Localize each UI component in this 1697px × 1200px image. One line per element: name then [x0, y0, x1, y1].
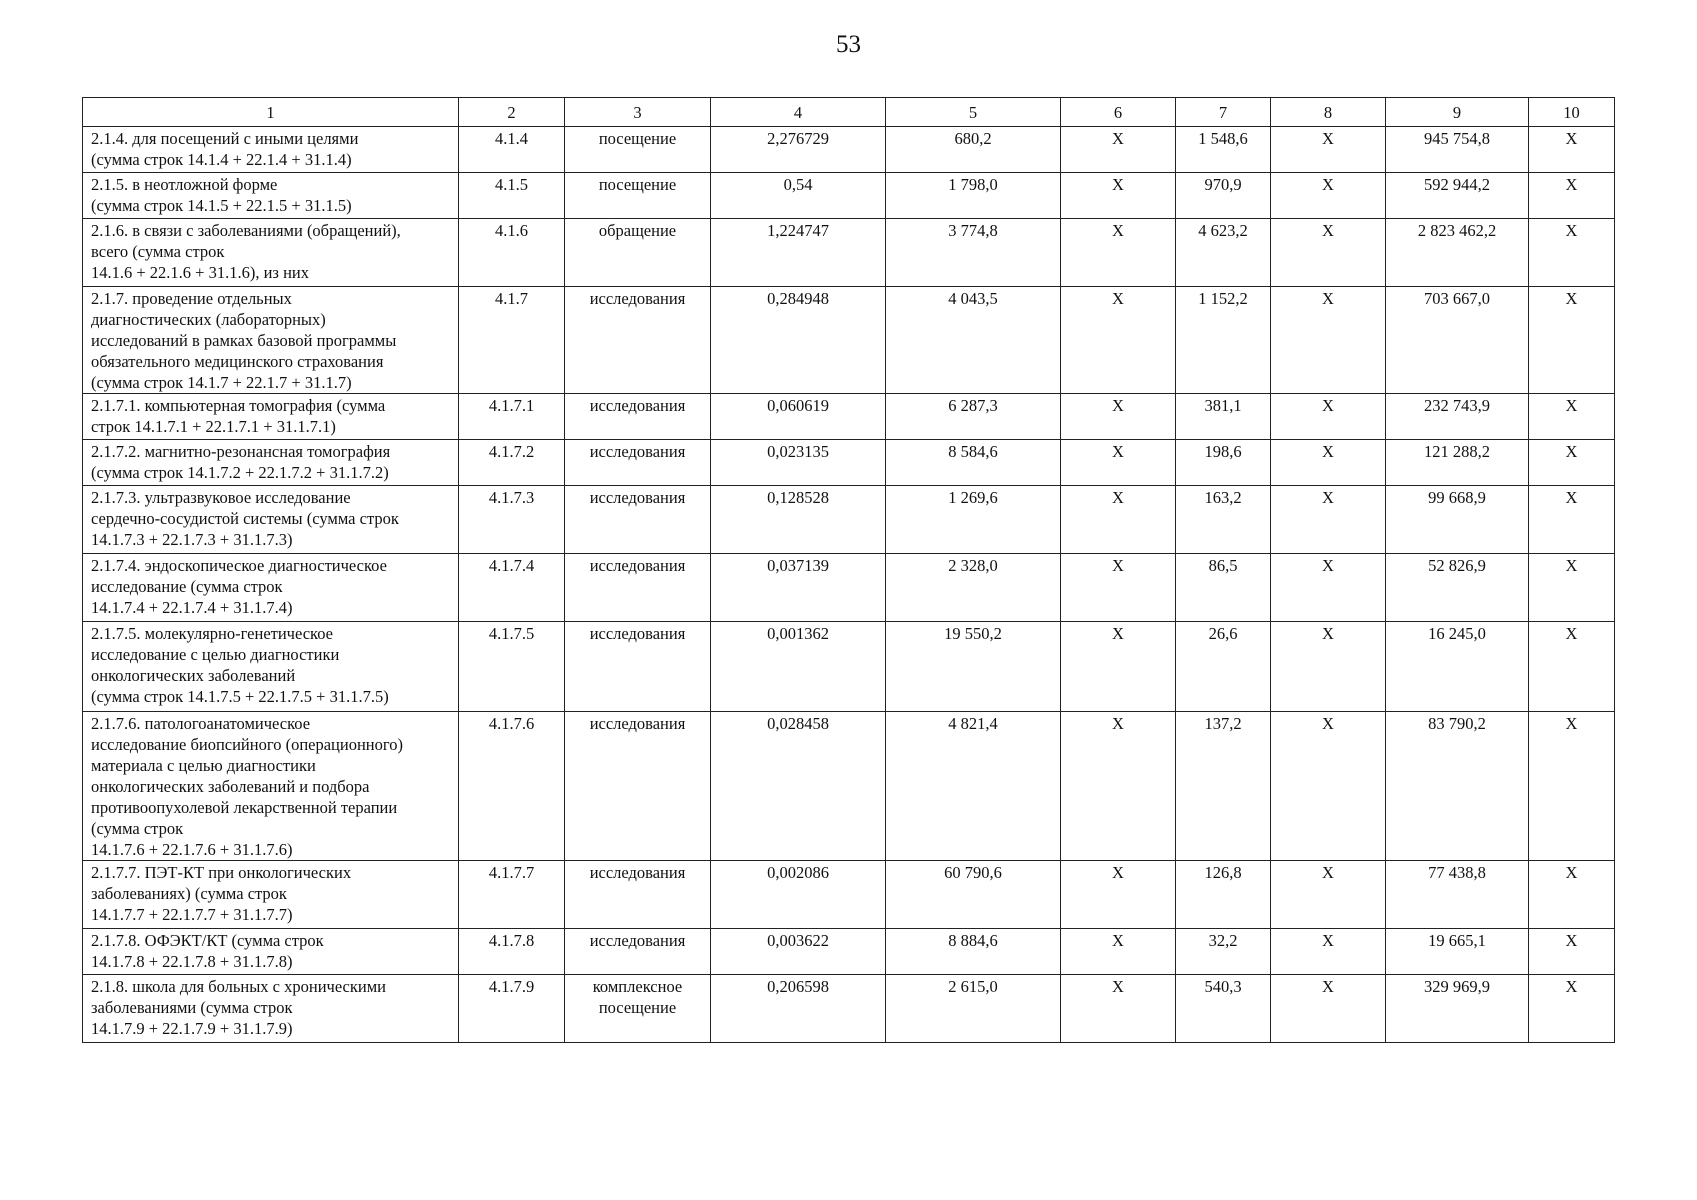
table-row: [83, 975, 1615, 1043]
table-cell: 86,5: [1176, 554, 1271, 622]
table-cell: 4.1.5: [459, 173, 565, 219]
table-cell: Х: [1529, 712, 1615, 861]
row-description: 2.1.7.1. компьютерная томография (сумма строк 14.1.7.1 + 22.1.7.1 + 31.1.7.1): [83, 394, 459, 440]
table-cell: Х: [1271, 712, 1386, 861]
table-cell: 0,206598: [711, 975, 886, 1043]
table-cell: 4.1.7: [459, 287, 565, 394]
table-cell: 4 623,2: [1176, 219, 1271, 287]
table-cell: 8 584,6: [886, 440, 1061, 486]
table-cell: исследования: [565, 486, 711, 554]
table-cell: 77 438,8: [1386, 861, 1529, 929]
table-cell: 19 665,1: [1386, 929, 1529, 975]
table-cell: посещение: [565, 127, 711, 173]
row-description: 2.1.7.3. ультразвуковое исследование сердечно-сосудистой системы (сумма строк 14.1.7.3 + 22.1.7.3 + 31.1.7.3): [83, 486, 459, 554]
table-cell: 703 667,0: [1386, 287, 1529, 394]
row-description: 2.1.7. проведение отдельных диагностических (лабораторных) исследований в рамках базовой программы обязательного медицинского страхования (сумма строк 14.1.7 + 22.1.7 + 31.1.7): [83, 287, 459, 394]
table-cell: 3 774,8: [886, 219, 1061, 287]
table-cell: Х: [1529, 486, 1615, 554]
column-number: 9: [1386, 98, 1529, 127]
table-cell: обращение: [565, 219, 711, 287]
table-cell: 540,3: [1176, 975, 1271, 1043]
row-description: 2.1.4. для посещений с иными целями (сумма строк 14.1.4 + 22.1.4 + 31.1.4): [83, 127, 459, 173]
table-cell: Х: [1061, 712, 1176, 861]
table-cell: 1 269,6: [886, 486, 1061, 554]
table-cell: 0,023135: [711, 440, 886, 486]
table-cell: 381,1: [1176, 394, 1271, 440]
table-cell: 329 969,9: [1386, 975, 1529, 1043]
table-cell: 0,028458: [711, 712, 886, 861]
table-cell: Х: [1061, 486, 1176, 554]
table-cell: 4.1.7.9: [459, 975, 565, 1043]
table-cell: Х: [1529, 127, 1615, 173]
data-table: [82, 97, 1615, 1043]
column-number: 7: [1176, 98, 1271, 127]
table-cell: 0,003622: [711, 929, 886, 975]
row-description: 2.1.7.6. патологоанатомическое исследование биопсийного (операционного) материала с целью диагностики онкологических заболеваний и подбора противоопухолевой лекарственной терапии (сумма строк 14.1.7.6 + 22.1.7.6 + 31.1.7.6): [83, 712, 459, 861]
row-description: 2.1.7.8. ОФЭКТ/КТ (сумма строк 14.1.7.8 + 22.1.7.8 + 31.1.7.8): [83, 929, 459, 975]
table-cell: Х: [1529, 219, 1615, 287]
table-cell: 4.1.7.1: [459, 394, 565, 440]
table-cell: 4.1.7.2: [459, 440, 565, 486]
table-cell: Х: [1061, 975, 1176, 1043]
table-row: [83, 394, 1615, 440]
table-cell: 126,8: [1176, 861, 1271, 929]
table-cell: 1 798,0: [886, 173, 1061, 219]
table-cell: 137,2: [1176, 712, 1271, 861]
row-description: 2.1.7.4. эндоскопическое диагностическое исследование (сумма строк 14.1.7.4 + 22.1.7.4 + 31.1.7.4): [83, 554, 459, 622]
table-cell: 52 826,9: [1386, 554, 1529, 622]
column-number: 1: [83, 98, 459, 127]
table-cell: 232 743,9: [1386, 394, 1529, 440]
table-cell: 16 245,0: [1386, 622, 1529, 712]
table-cell: 4.1.6: [459, 219, 565, 287]
table-row: [83, 861, 1615, 929]
table-cell: 680,2: [886, 127, 1061, 173]
column-number: 4: [711, 98, 886, 127]
table-cell: 4.1.7.3: [459, 486, 565, 554]
table-cell: 592 944,2: [1386, 173, 1529, 219]
table-cell: 970,9: [1176, 173, 1271, 219]
table-cell: 32,2: [1176, 929, 1271, 975]
table-cell: 0,001362: [711, 622, 886, 712]
table-cell: Х: [1061, 622, 1176, 712]
table-cell: 4 043,5: [886, 287, 1061, 394]
table-cell: Х: [1061, 394, 1176, 440]
table-cell: Х: [1529, 554, 1615, 622]
table-cell: Х: [1061, 554, 1176, 622]
table-cell: Х: [1061, 287, 1176, 394]
table-cell: 19 550,2: [886, 622, 1061, 712]
table-cell: 83 790,2: [1386, 712, 1529, 861]
row-description: 2.1.7.2. магнитно-резонансная томография (сумма строк 14.1.7.2 + 22.1.7.2 + 31.1.7.2): [83, 440, 459, 486]
page-number: 53: [836, 31, 861, 58]
table-cell: 0,128528: [711, 486, 886, 554]
table-cell: 26,6: [1176, 622, 1271, 712]
table-cell: 121 288,2: [1386, 440, 1529, 486]
table-cell: исследования: [565, 622, 711, 712]
table-cell: 4.1.7.4: [459, 554, 565, 622]
table-cell: Х: [1271, 173, 1386, 219]
table-cell: исследования: [565, 287, 711, 394]
table-cell: 945 754,8: [1386, 127, 1529, 173]
column-number: 3: [565, 98, 711, 127]
table-cell: Х: [1529, 394, 1615, 440]
table-cell: посещение: [565, 173, 711, 219]
row-description: 2.1.7.7. ПЭТ-КТ при онкологических заболеваниях) (сумма строк 14.1.7.7 + 22.1.7.7 + 31.1.7.7): [83, 861, 459, 929]
table-cell: Х: [1529, 861, 1615, 929]
table-cell: 0,284948: [711, 287, 886, 394]
table-cell: Х: [1271, 394, 1386, 440]
table-cell: 2 328,0: [886, 554, 1061, 622]
table-cell: 163,2: [1176, 486, 1271, 554]
table-cell: исследования: [565, 554, 711, 622]
table-cell: исследования: [565, 394, 711, 440]
table-cell: Х: [1271, 440, 1386, 486]
table-cell: Х: [1529, 287, 1615, 394]
table-cell: Х: [1271, 287, 1386, 394]
table-cell: 0,037139: [711, 554, 886, 622]
table-cell: 2,276729: [711, 127, 886, 173]
column-number: 2: [459, 98, 565, 127]
table-row: [83, 622, 1615, 712]
table-cell: 0,54: [711, 173, 886, 219]
table-row: [83, 554, 1615, 622]
table-cell: Х: [1529, 622, 1615, 712]
table-row: [83, 486, 1615, 554]
table-cell: комплексное посещение: [565, 975, 711, 1043]
table-row: [83, 440, 1615, 486]
table-cell: исследования: [565, 929, 711, 975]
table-cell: Х: [1061, 173, 1176, 219]
table-cell: Х: [1271, 975, 1386, 1043]
table-cell: 1,224747: [711, 219, 886, 287]
row-description: 2.1.5. в неотложной форме (сумма строк 14.1.5 + 22.1.5 + 31.1.5): [83, 173, 459, 219]
table-row: [83, 173, 1615, 219]
table-cell: 8 884,6: [886, 929, 1061, 975]
table-cell: Х: [1061, 861, 1176, 929]
table-cell: Х: [1061, 127, 1176, 173]
table-cell: 99 668,9: [1386, 486, 1529, 554]
column-number: 8: [1271, 98, 1386, 127]
table-cell: исследования: [565, 440, 711, 486]
column-number: 5: [886, 98, 1061, 127]
table-cell: Х: [1061, 929, 1176, 975]
row-description: 2.1.8. школа для больных с хроническими заболеваниями (сумма строк 14.1.7.9 + 22.1.7.9 + 31.1.7.9): [83, 975, 459, 1043]
table-cell: 4.1.4: [459, 127, 565, 173]
table-cell: исследования: [565, 712, 711, 861]
table-cell: Х: [1529, 929, 1615, 975]
table-row: [83, 219, 1615, 287]
table-cell: 0,002086: [711, 861, 886, 929]
table-row: [83, 127, 1615, 173]
table-cell: Х: [1271, 219, 1386, 287]
table-cell: 1 152,2: [1176, 287, 1271, 394]
table-cell: 2 823 462,2: [1386, 219, 1529, 287]
table-cell: 4 821,4: [886, 712, 1061, 861]
row-description: 2.1.7.5. молекулярно-генетическое исследование с целью диагностики онкологических заболеваний (сумма строк 14.1.7.5 + 22.1.7.5 + 31.1.7.5): [83, 622, 459, 712]
table-cell: 6 287,3: [886, 394, 1061, 440]
table-cell: Х: [1271, 622, 1386, 712]
table-cell: Х: [1529, 975, 1615, 1043]
table-cell: Х: [1271, 929, 1386, 975]
column-number-row: [83, 98, 1615, 127]
column-number: 6: [1061, 98, 1176, 127]
table-cell: 4.1.7.6: [459, 712, 565, 861]
table-cell: 60 790,6: [886, 861, 1061, 929]
table-row: [83, 712, 1615, 861]
table-cell: исследования: [565, 861, 711, 929]
table-cell: Х: [1061, 440, 1176, 486]
table-cell: 0,060619: [711, 394, 886, 440]
table-cell: 1 548,6: [1176, 127, 1271, 173]
column-number: 10: [1529, 98, 1615, 127]
table-cell: Х: [1529, 440, 1615, 486]
table-cell: Х: [1271, 554, 1386, 622]
table-cell: 2 615,0: [886, 975, 1061, 1043]
table-row: [83, 929, 1615, 975]
table-cell: Х: [1271, 861, 1386, 929]
row-description: 2.1.6. в связи с заболеваниями (обращений), всего (сумма строк 14.1.6 + 22.1.6 + 31.1.6), из них: [83, 219, 459, 287]
table-cell: 4.1.7.7: [459, 861, 565, 929]
table-row: [83, 287, 1615, 394]
table-cell: 4.1.7.5: [459, 622, 565, 712]
table-cell: Х: [1271, 127, 1386, 173]
table-cell: 198,6: [1176, 440, 1271, 486]
table-cell: Х: [1061, 219, 1176, 287]
table-cell: Х: [1271, 486, 1386, 554]
table-cell: 4.1.7.8: [459, 929, 565, 975]
table-cell: Х: [1529, 173, 1615, 219]
